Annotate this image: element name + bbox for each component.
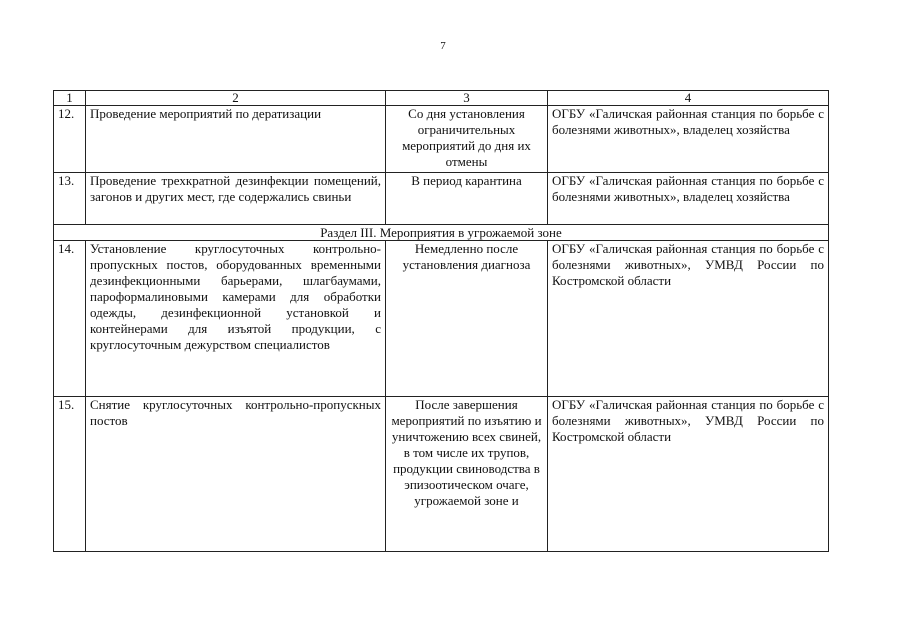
row-number: 13.: [54, 173, 86, 225]
measure-cell: Установление круглосуточных контрольно-пропускных постов, оборудованных временными дезинфекционными барьерами, шлагбаумами, пароформалиновыми камерами для обработки одежды, дезинфекционной установкой и контейнерами для изъятой продукции, с круглосуточным дежурством специалистов: [86, 241, 386, 397]
header-cell-3: 3: [386, 91, 548, 106]
measure-cell: Проведение мероприятий по дератизации: [86, 106, 386, 173]
responsible-cell: ОГБУ «Галичская районная станция по борьбе с болезнями животных», владелец хозяйства: [548, 106, 829, 173]
timing-cell: Немедленно после установления диагноза: [386, 241, 548, 397]
section-title: Раздел III. Мероприятия в угрожаемой зоне: [54, 225, 829, 241]
row-number: 15.: [54, 397, 86, 552]
table-row: [54, 173, 829, 225]
header-cell-1: 1: [54, 91, 86, 106]
timing-cell: [386, 397, 548, 552]
page-number: 7: [440, 40, 446, 52]
row-number: 12.: [54, 106, 86, 173]
responsible-cell: ОГБУ «Галичская районная станция по борьбе с болезнями животных», УМВД России по Костромской области: [548, 397, 829, 552]
row-number: 14.: [54, 241, 86, 397]
responsible-cell: ОГБУ «Галичская районная станция по борьбе с болезнями животных», УМВД России по Костромской области: [548, 241, 829, 397]
measure-cell: Снятие круглосуточных контрольно-пропускных постов: [86, 397, 386, 552]
timing-text: После завершения мероприятий по изъятию и уничтожению всех свиней, в том числе их трупов, продукции свиноводства в эпизоотическом очаге, угрожаемой зоне и: [391, 397, 542, 508]
section-row: [54, 225, 829, 241]
measures-table: [53, 90, 829, 552]
table-header-row: [54, 91, 829, 106]
measure-cell: Проведение трехкратной дезинфекции помещений, загонов и других мест, где содержались свиньи: [86, 173, 386, 225]
timing-cell: В период карантина: [386, 173, 548, 225]
table-row: [54, 241, 829, 397]
header-cell-4: 4: [548, 91, 829, 106]
responsible-cell: ОГБУ «Галичская районная станция по борьбе с болезнями животных», владелец хозяйства: [548, 173, 829, 225]
table-row: [54, 106, 829, 173]
header-cell-2: 2: [86, 91, 386, 106]
table-row: [54, 397, 829, 552]
timing-cell: Со дня установления ограничительных мероприятий до дня их отмены: [386, 106, 548, 173]
